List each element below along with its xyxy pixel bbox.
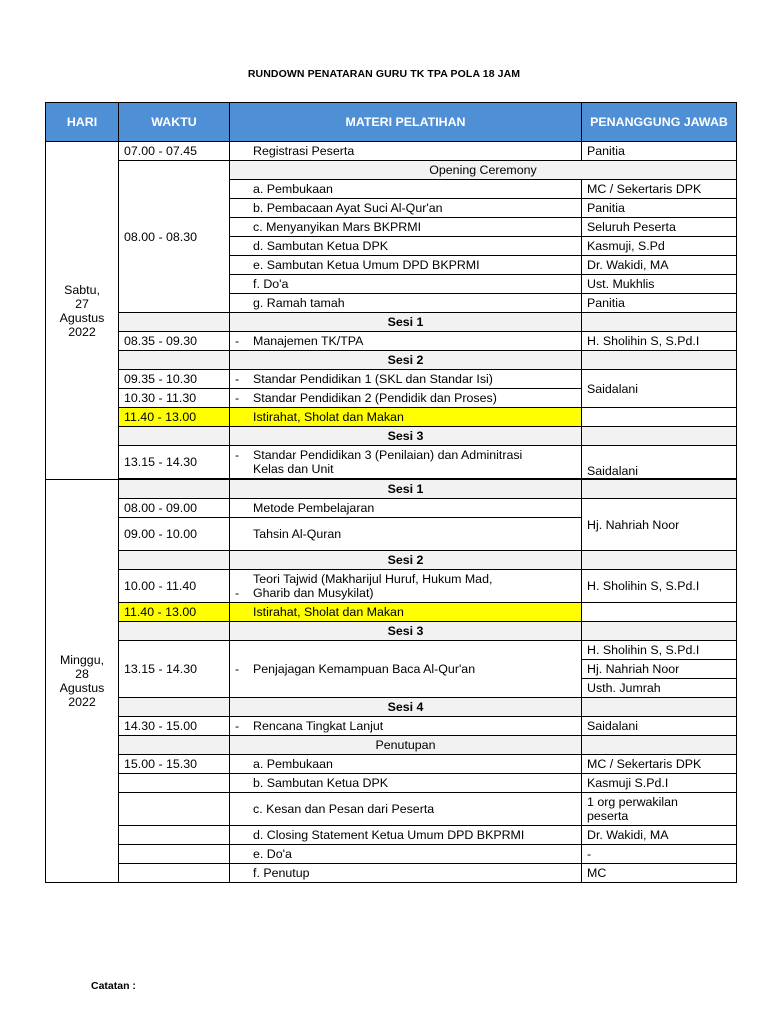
pic-cell: Panitia (582, 142, 737, 161)
day-cell-saturday (46, 142, 119, 480)
material-cell: e. Sambutan Ketua Umum DPD BKPRMI (230, 256, 582, 275)
rundown-table (45, 102, 737, 883)
time-cell: 09.35 - 10.30 (119, 370, 230, 389)
material-cell: e. Do'a (230, 845, 582, 864)
time-cell: 13.15 - 14.30 (119, 446, 230, 479)
session-heading: Sesi 1 (230, 480, 582, 499)
material-cell: a. Pembukaan (230, 180, 582, 199)
document-title: RUNDOWN PENATARAN GURU TK TPA POLA 18 JAM (247, 68, 521, 80)
pic-cell: Seluruh Peserta (582, 218, 737, 237)
time-cell: 11.40 - 13.00 (119, 408, 230, 427)
table-row (46, 313, 737, 332)
time-cell: 11.40 - 13.00 (119, 603, 230, 622)
table-row (46, 142, 737, 161)
pic-cell: Hj. Nahriah Noor (582, 660, 737, 679)
session-heading: Sesi 2 (230, 351, 582, 370)
material-cell: d. Closing Statement Ketua Umum DPD BKPRMI (230, 826, 582, 845)
table-header-row (46, 103, 737, 142)
table-row (46, 755, 737, 774)
pic-cell: Kasmuji, S.Pd (582, 237, 737, 256)
table-row (46, 161, 737, 180)
session-heading: Sesi 1 (230, 313, 582, 332)
time-cell: 14.30 - 15.00 (119, 717, 230, 736)
pic-cell: Saidalani (582, 370, 737, 408)
time-cell: 07.00 - 07.45 (119, 142, 230, 161)
pic-cell: H. Sholihin S, S.Pd.I (582, 570, 737, 603)
material-cell: g. Ramah tamah (230, 294, 582, 313)
pic-cell: Dr. Wakidi, MA (582, 256, 737, 275)
pic-cell: Dr. Wakidi, MA (582, 826, 737, 845)
material-cell: b. Sambutan Ketua DPK (230, 774, 582, 793)
table-row (46, 351, 737, 370)
pic-cell: MC (582, 864, 737, 883)
header-material: MATERI PELATIHAN (230, 103, 582, 142)
table-row (46, 446, 737, 479)
table-row (46, 698, 737, 717)
session-heading: Sesi 3 (230, 427, 582, 446)
material-cell: - Manajemen TK/TPA (230, 332, 582, 351)
time-cell: 08.00 - 09.00 (119, 499, 230, 518)
table-row (46, 845, 737, 864)
material-cell: Teori Tajwid (Makharijul Huruf, Hukum Mad, - Gharib dan Musykilat) (230, 570, 582, 603)
pic-cell: Hj. Nahriah Noor (582, 499, 737, 551)
material-cell: Metode Pembelajaran (230, 499, 582, 518)
material-cell: Istirahat, Sholat dan Makan (230, 408, 582, 427)
table-row (46, 717, 737, 736)
pic-cell: - (582, 845, 737, 864)
notes-label: Catatan : (91, 980, 136, 992)
material-cell: - Standar Pendidikan 1 (SKL dan Standar Isi) (230, 370, 582, 389)
session-heading: Sesi 4 (230, 698, 582, 717)
pic-cell: Usth. Jumrah (582, 679, 737, 698)
table-row (46, 826, 737, 845)
table-row (46, 641, 737, 660)
table-row-break (46, 603, 737, 622)
time-cell: 10.30 - 11.30 (119, 389, 230, 408)
time-cell: 08.35 - 09.30 (119, 332, 230, 351)
time-cell: 10.00 - 11.40 (119, 570, 230, 603)
table-row (46, 332, 737, 351)
pic-cell: Ust. Mukhlis (582, 275, 737, 294)
table-row (46, 499, 737, 518)
table-row (46, 622, 737, 641)
pic-cell: MC / Sekertaris DPK (582, 180, 737, 199)
material-cell: - Rencana Tingkat Lanjut (230, 717, 582, 736)
day-cell-sunday (46, 480, 119, 883)
time-cell: 15.00 - 15.30 (119, 755, 230, 774)
table-row (46, 864, 737, 883)
material-cell: f. Do'a (230, 275, 582, 294)
table-row (46, 480, 737, 499)
table-row (46, 370, 737, 389)
table-row (46, 774, 737, 793)
time-cell: 09.00 - 10.00 (119, 518, 230, 551)
time-cell: 13.15 - 14.30 (119, 641, 230, 698)
table-row (46, 551, 737, 570)
day-label: Minggu, 28 Agustus 2022 (59, 653, 105, 709)
table-row (46, 427, 737, 446)
material-cell: Tahsin Al-Quran (230, 518, 582, 551)
material-cell: b. Pembacaan Ayat Suci Al-Qur'an (230, 199, 582, 218)
session-heading: Sesi 3 (230, 622, 582, 641)
pic-cell: H. Sholihin S, S.Pd.I (582, 641, 737, 660)
material-cell: a. Pembukaan (230, 755, 582, 774)
pic-cell: Panitia (582, 294, 737, 313)
header-day: HARI (46, 103, 119, 142)
pic-cell: Kasmuji S.Pd.I (582, 774, 737, 793)
material-cell: c. Menyanyikan Mars BKPRMI (230, 218, 582, 237)
header-pic: PENANGGUNG JAWAB (582, 103, 737, 142)
material-cell: - Penjajagan Kemampuan Baca Al-Qur'an (230, 641, 582, 698)
table-row-break (46, 408, 737, 427)
material-cell: f. Penutup (230, 864, 582, 883)
material-cell: - Standar Pendidikan 2 (Pendidik dan Proses) (230, 389, 582, 408)
section-closing: Penutupan (230, 736, 582, 755)
pic-cell: Saidalani (582, 717, 737, 736)
table-row (46, 736, 737, 755)
header-time: WAKTU (119, 103, 230, 142)
table-row (46, 570, 737, 603)
pic-cell: 1 org perwakilan peserta (582, 793, 737, 826)
material-cell: Registrasi Peserta (230, 142, 582, 161)
material-cell: c. Kesan dan Pesan dari Peserta (230, 793, 582, 826)
pic-cell: H. Sholihin S, S.Pd.I (582, 332, 737, 351)
pic-cell: Saidalani (582, 446, 737, 479)
session-heading: Sesi 2 (230, 551, 582, 570)
pic-cell: MC / Sekertaris DPK (582, 755, 737, 774)
day-label: Sabtu, 27 Agustus 2022 (59, 282, 105, 339)
material-cell: - Standar Pendidikan 3 (Penilaian) dan Adminitrasi Kelas dan Unit (230, 446, 582, 479)
material-cell: d. Sambutan Ketua DPK (230, 237, 582, 256)
time-cell: 08.00 - 08.30 (119, 161, 230, 313)
table-row (46, 793, 737, 826)
section-opening: Opening Ceremony (230, 161, 737, 180)
pic-cell: Panitia (582, 199, 737, 218)
material-cell: Istirahat, Sholat dan Makan (230, 603, 582, 622)
